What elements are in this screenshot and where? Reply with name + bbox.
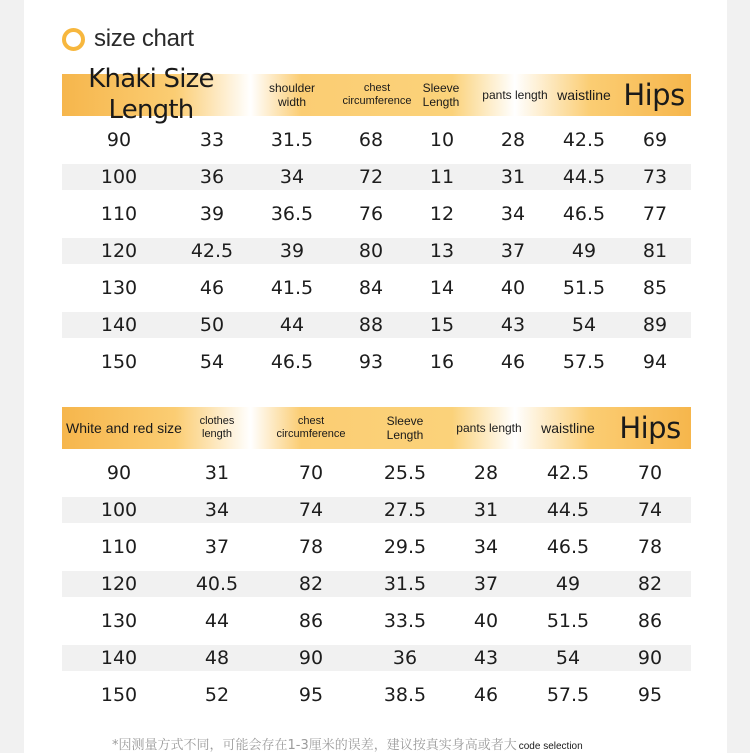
measurement-cell: 39 — [279, 240, 305, 262]
measurement-cell: 74 — [637, 499, 663, 521]
header-chest-circumference: chest circumference — [342, 81, 412, 107]
measurement-cell: 48 — [204, 647, 230, 669]
measurement-cell: 73 — [642, 166, 668, 188]
measurement-cell: 46 — [500, 351, 526, 373]
measurement-cell: 31.5 — [270, 129, 314, 151]
measurement-cell: 46.5 — [270, 351, 314, 373]
header-sleeve-length: Sleeve Length — [422, 80, 460, 109]
table-row — [62, 645, 691, 671]
measurement-cell: 51.5 — [546, 610, 590, 632]
section-title — [62, 22, 194, 56]
measurement-cell: 37 — [204, 536, 230, 558]
measurement-cell: 72 — [358, 166, 384, 188]
header-size-length: Khaki Size Length — [88, 63, 214, 125]
measurement-cell: 70 — [637, 462, 663, 484]
page-title: size chart — [94, 25, 194, 52]
measurement-cell: 69 — [642, 129, 668, 151]
measurement-cell: 40.5 — [195, 573, 239, 595]
measurement-cell: 40 — [500, 277, 526, 299]
measurement-cell: 70 — [298, 462, 324, 484]
measurement-cell: 52 — [204, 684, 230, 706]
measurement-cell: 54 — [555, 647, 581, 669]
measurement-cell: 31 — [500, 166, 526, 188]
header-sleeve-length: Sleeve Length — [386, 413, 424, 442]
footnote-text: *因测量方式不同，可能会存在1-3厘米的误差，建议按真实身高或者大 — [112, 738, 517, 753]
measurement-cell: 31.5 — [383, 573, 427, 595]
header-hips: Hips — [619, 410, 681, 445]
measurement-cell: 37 — [500, 240, 526, 262]
measurement-cell: 14 — [429, 277, 455, 299]
table-row — [62, 608, 691, 634]
table-row — [62, 275, 691, 301]
measurement-cell: 13 — [429, 240, 455, 262]
measurement-cell: 49 — [555, 573, 581, 595]
size-cell: 120 — [100, 573, 138, 595]
size-cell: 150 — [100, 684, 138, 706]
measurement-cell: 38.5 — [383, 684, 427, 706]
measurement-cell: 86 — [637, 610, 663, 632]
measurement-cell: 49 — [571, 240, 597, 262]
measurement-cell: 76 — [358, 203, 384, 225]
size-cell: 140 — [100, 647, 138, 669]
measurement-cell: 34 — [473, 536, 499, 558]
measurement-cell: 93 — [358, 351, 384, 373]
measurement-cell: 84 — [358, 277, 384, 299]
measurement-cell: 46.5 — [546, 536, 590, 558]
measurement-cell: 54 — [571, 314, 597, 336]
table-row — [62, 312, 691, 338]
measurement-cell: 78 — [298, 536, 324, 558]
measurement-cell: 43 — [500, 314, 526, 336]
khaki-table-header — [62, 63, 691, 125]
header-chest-circumference: chest circumference — [276, 414, 346, 440]
measurement-cell: 46.5 — [562, 203, 606, 225]
size-cell: 110 — [100, 203, 138, 225]
table-row — [62, 164, 691, 190]
measurement-cell: 33.5 — [383, 610, 427, 632]
measurement-cell: 36 — [392, 647, 418, 669]
measurement-cell: 27.5 — [383, 499, 427, 521]
measurement-cell: 36 — [199, 166, 225, 188]
size-cell: 130 — [100, 610, 138, 632]
measurement-cell: 25.5 — [383, 462, 427, 484]
size-cell: 150 — [100, 351, 138, 373]
measurement-cell: 40 — [473, 610, 499, 632]
measurement-cell: 12 — [429, 203, 455, 225]
measurement-cell: 90 — [637, 647, 663, 669]
measurement-cell: 28 — [500, 129, 526, 151]
measurement-cell: 42.5 — [562, 129, 606, 151]
measurement-cell: 44.5 — [546, 499, 590, 521]
table-row — [62, 238, 691, 264]
measurement-cell: 15 — [429, 314, 455, 336]
size-cell: 90 — [106, 129, 132, 151]
measurement-cell: 10 — [429, 129, 455, 151]
measurement-cell: 74 — [298, 499, 324, 521]
measurement-cell: 95 — [298, 684, 324, 706]
size-cell: 90 — [106, 462, 132, 484]
measurement-cell: 86 — [298, 610, 324, 632]
measurement-cell: 37 — [473, 573, 499, 595]
header-pants-length: pants length — [482, 87, 548, 102]
table-row — [62, 497, 691, 523]
measurement-cell: 42.5 — [546, 462, 590, 484]
measurement-cell: 29.5 — [383, 536, 427, 558]
size-cell: 100 — [100, 166, 138, 188]
white-red-table-body — [62, 460, 691, 708]
measurement-cell: 57.5 — [546, 684, 590, 706]
measurement-cell: 85 — [642, 277, 668, 299]
header-hips: Hips — [623, 77, 685, 112]
table-row — [62, 201, 691, 227]
measurement-cell: 50 — [199, 314, 225, 336]
measurement-footnote — [112, 734, 583, 753]
khaki-size-table — [62, 63, 691, 375]
khaki-table-body — [62, 127, 691, 375]
measurement-cell: 82 — [298, 573, 324, 595]
measurement-cell: 80 — [358, 240, 384, 262]
measurement-cell: 46 — [199, 277, 225, 299]
measurement-cell: 95 — [637, 684, 663, 706]
measurement-cell: 54 — [199, 351, 225, 373]
measurement-cell: 44.5 — [562, 166, 606, 188]
measurement-cell: 34 — [500, 203, 526, 225]
measurement-cell: 81 — [642, 240, 668, 262]
measurement-cell: 44 — [204, 610, 230, 632]
header-pants-length: pants length — [456, 420, 522, 435]
table-row — [62, 460, 691, 486]
header-waistline: waistline — [541, 419, 595, 436]
table-row — [62, 682, 691, 708]
measurement-cell: 94 — [642, 351, 668, 373]
size-cell: 120 — [100, 240, 138, 262]
measurement-cell: 36.5 — [270, 203, 314, 225]
white-red-table-header — [62, 407, 691, 449]
size-cell: 110 — [100, 536, 138, 558]
size-cell: 100 — [100, 499, 138, 521]
header-waistline: waistline — [557, 86, 611, 103]
measurement-cell: 28 — [473, 462, 499, 484]
measurement-cell: 82 — [637, 573, 663, 595]
size-cell: 130 — [100, 277, 138, 299]
measurement-cell: 90 — [298, 647, 324, 669]
white-red-size-table — [62, 407, 691, 708]
measurement-cell: 11 — [429, 166, 455, 188]
measurement-cell: 88 — [358, 314, 384, 336]
header-white-red-size: White and red size — [66, 419, 182, 436]
measurement-cell: 39 — [199, 203, 225, 225]
code-selection-note: code selection — [518, 741, 583, 752]
table-row — [62, 571, 691, 597]
measurement-cell: 77 — [642, 203, 668, 225]
measurement-cell: 89 — [642, 314, 668, 336]
measurement-cell: 44 — [279, 314, 305, 336]
table-row — [62, 349, 691, 375]
measurement-cell: 31 — [204, 462, 230, 484]
table-row — [62, 534, 691, 560]
header-clothes-length: clothes length — [199, 414, 235, 440]
measurement-cell: 43 — [473, 647, 499, 669]
measurement-cell: 16 — [429, 351, 455, 373]
measurement-cell: 41.5 — [270, 277, 314, 299]
measurement-cell: 68 — [358, 129, 384, 151]
measurement-cell: 34 — [279, 166, 305, 188]
measurement-cell: 42.5 — [190, 240, 234, 262]
measurement-cell: 33 — [199, 129, 225, 151]
measurement-cell: 51.5 — [562, 277, 606, 299]
size-cell: 140 — [100, 314, 138, 336]
measurement-cell: 57.5 — [562, 351, 606, 373]
circle-icon — [62, 28, 85, 51]
measurement-cell: 31 — [473, 499, 499, 521]
measurement-cell: 34 — [204, 499, 230, 521]
measurement-cell: 78 — [637, 536, 663, 558]
measurement-cell: 46 — [473, 684, 499, 706]
header-shoulder-width: shoulder width — [268, 80, 316, 109]
table-row — [62, 127, 691, 153]
